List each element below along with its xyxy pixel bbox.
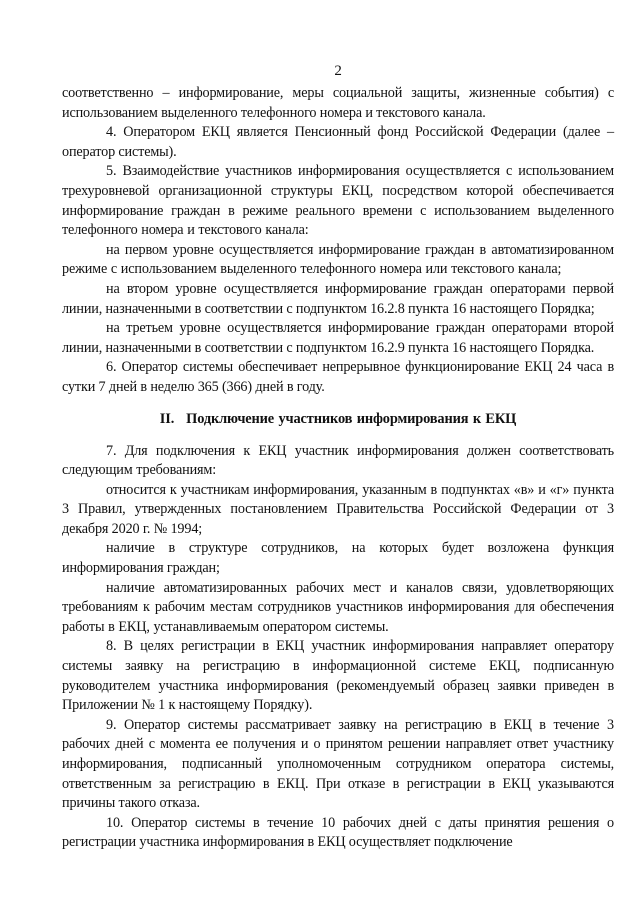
section-title: Подключение участников информирования к ЕКЦ: [186, 410, 517, 427]
paragraph-10: 10. Оператор системы в течение 10 рабочих дней с даты принятия решения о регистрации участника информирования в ЕКЦ осуществляет подключение: [62, 814, 614, 851]
paragraph-7-requirement-3: наличие автоматизированных рабочих мест и каналов связи, удовлетворяющих требованиям к рабочим местам сотрудников участников информирования для обеспечения работы в ЕКЦ, устанавливаемым оператором системы.: [62, 579, 614, 635]
paragraph-9: 9. Оператор системы рассматривает заявку на регистрацию в ЕКЦ в течение 3 рабочих дней с момента ее получения и о принятом решении направляет ответ участнику информирования, подписанный уполномоченным сотрудником оператора системы, ответственным за регистрацию в ЕКЦ. При отказе в регистрации в ЕКЦ указываются причины такого отказа.: [62, 716, 614, 812]
paragraph-4: 4. Оператором ЕКЦ является Пенсионный фонд Российской Федерации (далее – оператор системы).: [62, 124, 614, 160]
paragraph-5-level-1: на первом уровне осуществляется информирование граждан в автоматизированном режиме с использованием выделенного телефонного номера или текстового канала;: [62, 241, 614, 278]
paragraph-8: 8. В целях регистрации в ЕКЦ участник информирования направляет оператору системы заявку на регистрацию в информационной системе ЕКЦ, подписанную руководителем участника информирования (рекомендуемый образец заявки приведен в Приложении № 1 к настоящему Порядку).: [62, 638, 614, 714]
paragraph-5-level-3: на третьем уровне осуществляется информирование граждан операторами второй линии, назначенными в соответствии с подпунктом 16.2.9 пункта 16 настоящего Порядка.: [62, 320, 614, 356]
section-number: II.: [159, 410, 175, 427]
paragraph-7-requirement-2: наличие в структуре сотрудников, на которых будет возложена функция информирования граждан;: [62, 540, 614, 577]
page-number: 2: [334, 63, 342, 79]
paragraph-5: 5. Взаимодействие участников информирования осуществляется с использованием трехуровневой организационной структуры ЕКЦ, посредством которой обеспечивается информирование граждан в режиме реального времени с использованием выделенного телефонного номера и текстового канала:: [62, 163, 614, 239]
paragraph-5-level-2: на втором уровне осуществляется информирование граждан операторами первой линии, назначенными в соответствии с подпунктом 16.2.8 пункта 16 настоящего Порядка;: [62, 280, 614, 317]
paragraph-7-requirement-1: относится к участникам информирования, указанным в подпунктах «в» и «г» пункта 3 Правил, утвержденных постановлением Правительства Российской Федерации от 3 декабря 2020 г. № 1994;: [62, 481, 614, 537]
paragraph-6: 6. Оператор системы обеспечивает непрерывное функционирование ЕКЦ 24 часа в сутки 7 дней в неделю 365 (366) дней в году.: [62, 359, 614, 395]
paragraph-7: 7. Для подключения к ЕКЦ участник информирования должен соответствовать следующим требованиям:: [62, 442, 614, 479]
section-heading: [62, 409, 614, 429]
document-page: [62, 62, 614, 853]
paragraph-continuation: соответственно – информирование, меры социальной защиты, жизненные события) с использованием выделенного телефонного номера и текстового канала.: [62, 85, 614, 121]
